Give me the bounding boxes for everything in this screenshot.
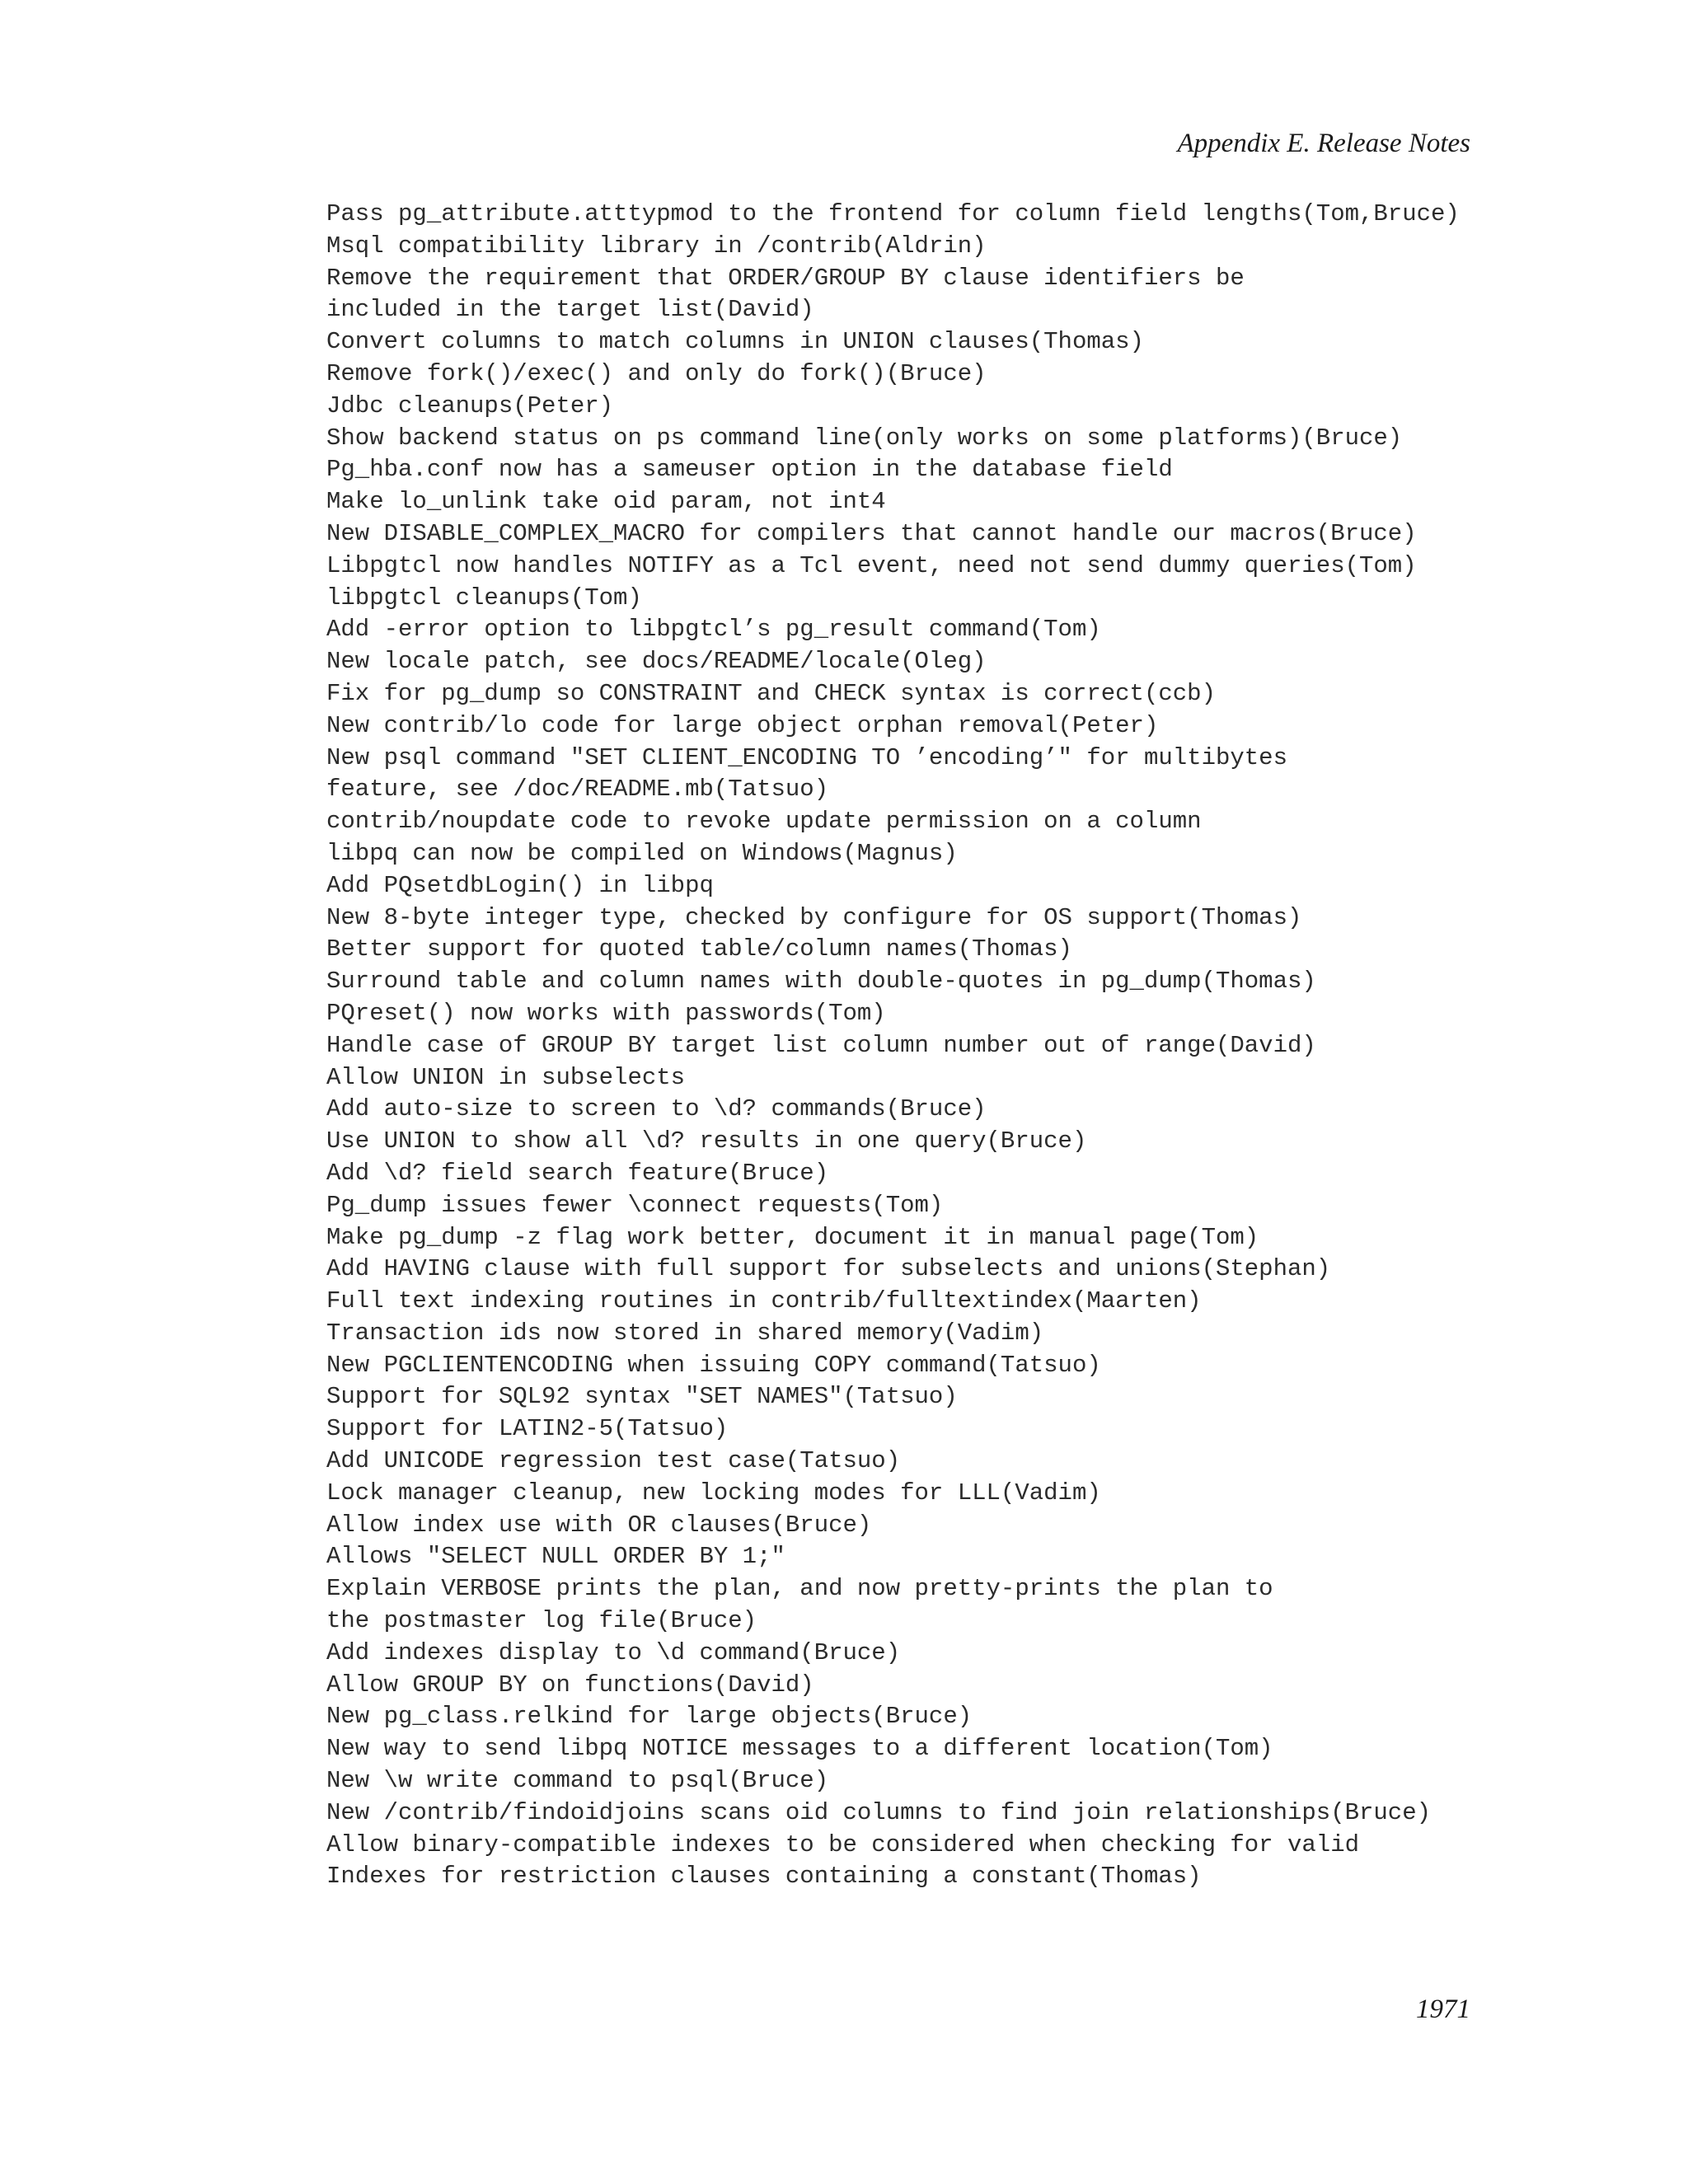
- release-note-line: Pg_hba.conf now has a sameuser option in the database field: [326, 456, 1173, 484]
- release-note-line: Make lo_unlink take oid param, not int4: [326, 488, 886, 516]
- release-note-line: libpq can now be compiled on Windows(Magnus): [326, 839, 958, 867]
- release-note-line: Allow index use with OR clauses(Bruce): [326, 1511, 872, 1539]
- release-note-line: Show backend status on ps command line(only works on some platforms)(Bruce): [326, 424, 1403, 452]
- release-note-line: Support for SQL92 syntax "SET NAMES"(Tatsuo): [326, 1383, 958, 1411]
- release-note-line: included in the target list(David): [326, 296, 814, 324]
- release-note-line: Transaction ids now stored in shared memory(Vadim): [326, 1319, 1044, 1347]
- release-note-line: Allows "SELECT NULL ORDER BY 1;": [326, 1543, 785, 1571]
- release-note-line: New PGCLIENTENCODING when issuing COPY command(Tatsuo): [326, 1351, 1101, 1379]
- release-note-line: New pg_class.relkind for large objects(Bruce): [326, 1703, 973, 1731]
- release-note-line: New /contrib/findoidjoins scans oid columns to find join relationships(Bruce): [326, 1798, 1432, 1826]
- release-note-line: feature, see /doc/README.mb(Tatsuo): [326, 776, 829, 804]
- release-note-line: Full text indexing routines in contrib/fulltextindex(Maarten): [326, 1287, 1202, 1315]
- release-note-line: Fix for pg_dump so CONSTRAINT and CHECK syntax is correct(ccb): [326, 679, 1216, 707]
- release-note-line: New locale patch, see docs/README/locale(Oleg): [326, 648, 987, 676]
- running-header: Appendix E. Release Notes: [1177, 129, 1470, 158]
- release-note-line: Allow UNION in subselects: [326, 1063, 686, 1091]
- release-note-line: Add HAVING clause with full support for subselects and unions(Stephan): [326, 1255, 1331, 1283]
- release-note-line: Convert columns to match columns in UNION clauses(Thomas): [326, 328, 1144, 356]
- release-note-line: Allow GROUP BY on functions(David): [326, 1671, 814, 1699]
- release-note-line: contrib/noupdate code to revoke update permission on a column: [326, 808, 1202, 836]
- release-note-line: Better support for quoted table/column names(Thomas): [326, 935, 1072, 963]
- release-note-line: Jdbc cleanups(Peter): [326, 391, 614, 419]
- release-note-line: New \w write command to psql(Bruce): [326, 1767, 829, 1795]
- release-note-line: New psql command "SET CLIENT_ENCODING TO ’encoding’" for multibytes: [326, 743, 1287, 771]
- release-note-line: Add indexes display to \d command(Bruce): [326, 1638, 901, 1666]
- release-note-line: Pass pg_attribute.atttypmod to the frontend for column field lengths(Tom,Bruce): [326, 200, 1460, 227]
- release-note-line: Lock manager cleanup, new locking modes for LLL(Vadim): [326, 1479, 1101, 1507]
- release-note-line: Msql compatibility library in /contrib(Aldrin): [326, 232, 987, 260]
- page-number: 1971: [1416, 1994, 1470, 2024]
- release-note-line: New contrib/lo code for large object orphan removal(Peter): [326, 711, 1159, 739]
- release-note-line: Use UNION to show all \d? results in one query(Bruce): [326, 1127, 1087, 1155]
- release-note-line: Add auto-size to screen to \d? commands(Bruce): [326, 1095, 987, 1123]
- release-note-line: Remove fork()/exec() and only do fork()(Bruce): [326, 359, 987, 387]
- release-note-line: Support for LATIN2-5(Tatsuo): [326, 1415, 729, 1443]
- release-note-line: libpgtcl cleanups(Tom): [326, 583, 642, 612]
- release-notes-list: [326, 199, 1460, 1893]
- release-note-line: Surround table and column names with double-quotes in pg_dump(Thomas): [326, 968, 1316, 996]
- release-note-line: New 8-byte integer type, checked by configure for OS support(Thomas): [326, 903, 1302, 931]
- release-note-line: the postmaster log file(Bruce): [326, 1607, 757, 1635]
- release-note-line: Add PQsetdbLogin() in libpq: [326, 871, 714, 899]
- release-note-line: PQreset() now works with passwords(Tom): [326, 999, 886, 1027]
- release-note-line: Handle case of GROUP BY target list column number out of range(David): [326, 1031, 1316, 1059]
- release-note-line: Add \d? field search feature(Bruce): [326, 1159, 829, 1187]
- release-note-line: Make pg_dump -z flag work better, document it in manual page(Tom): [326, 1223, 1259, 1251]
- release-note-line: Libpgtcl now handles NOTIFY as a Tcl event, need not send dummy queries(Tom): [326, 551, 1417, 579]
- release-note-line: Explain VERBOSE prints the plan, and now pretty-prints the plan to: [326, 1575, 1273, 1603]
- release-note-line: New way to send libpq NOTICE messages to a different location(Tom): [326, 1735, 1273, 1763]
- release-note-line: Pg_dump issues fewer \connect requests(Tom): [326, 1191, 944, 1219]
- release-note-line: Add UNICODE regression test case(Tatsuo): [326, 1447, 901, 1475]
- release-note-line: Remove the requirement that ORDER/GROUP BY clause identifiers be: [326, 264, 1245, 292]
- release-note-line: Add -error option to libpgtcl’s pg_result command(Tom): [326, 616, 1101, 644]
- release-note-line: Indexes for restriction clauses containing a constant(Thomas): [326, 1863, 1202, 1891]
- release-note-line: Allow binary-compatible indexes to be considered when checking for valid: [326, 1830, 1360, 1858]
- release-note-line: New DISABLE_COMPLEX_MACRO for compilers that cannot handle our macros(Bruce): [326, 519, 1417, 547]
